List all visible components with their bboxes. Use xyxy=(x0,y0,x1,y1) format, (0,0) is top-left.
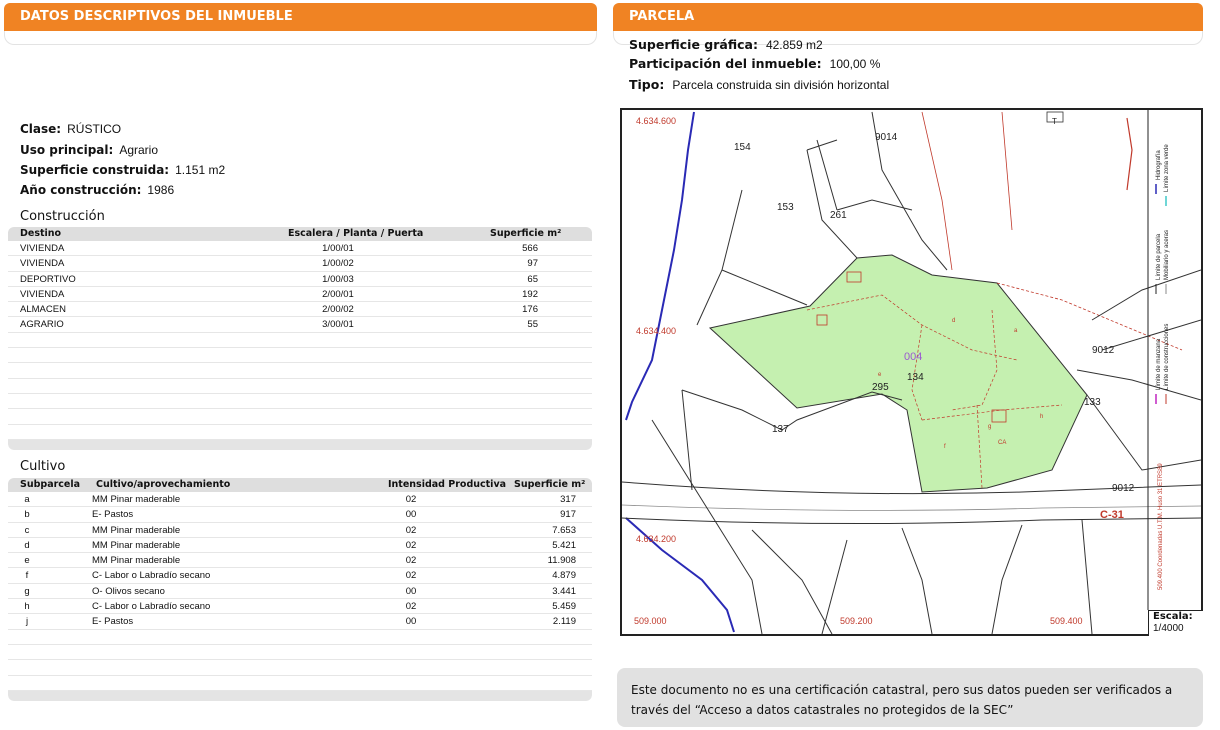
legend-hidrografia: Hidrografía xyxy=(1156,150,1162,180)
sub-a: a xyxy=(1014,328,1018,334)
legend-zona-verde: Límite zona verde xyxy=(1164,144,1170,192)
parcel-area xyxy=(710,255,1087,492)
clase-field: Clase: RÚSTICO xyxy=(20,122,122,136)
scale-label: Escala: xyxy=(1153,611,1193,622)
label-9012-a: 9012 xyxy=(1092,345,1115,356)
table-row: VIVIENDA 2/00/01 192 xyxy=(8,287,592,302)
table-header: Destino Escalera / Planta / Puerta Superficie m² xyxy=(8,227,592,241)
coord-x-000: 509.000 xyxy=(634,616,667,626)
table-row xyxy=(8,348,592,363)
header-divider xyxy=(4,31,597,45)
table-row: DEPORTIVO 1/00/03 65 xyxy=(8,272,592,287)
label-133: 133 xyxy=(1084,397,1101,408)
table-row xyxy=(8,333,592,348)
table-row xyxy=(8,409,592,424)
label-154: 154 xyxy=(734,142,751,153)
label-261: 261 xyxy=(830,210,847,221)
table-row: b E- Pastos 00 917 xyxy=(8,507,592,522)
sub-d: d xyxy=(952,318,956,324)
scale-value: 1/4000 xyxy=(1153,623,1184,634)
table-row xyxy=(8,363,592,378)
table-row xyxy=(8,676,592,691)
label-134: 134 xyxy=(907,372,924,383)
table-row: d MM Pinar maderable 02 5.421 xyxy=(8,538,592,553)
cultivo-title: Cultivo xyxy=(20,459,66,474)
construccion-table xyxy=(8,227,592,450)
table-row: j E- Pastos 00 2.119 xyxy=(8,614,592,629)
table-row xyxy=(8,394,592,409)
note-line-2: través del “Acceso a datos catastrales no protegidos de la SEC” xyxy=(631,703,1014,717)
table-row xyxy=(8,630,592,645)
table-row: e MM Pinar maderable 02 11.908 xyxy=(8,553,592,568)
superficie-construida-field: Superficie construida: 1.151 m2 xyxy=(20,163,226,177)
label-004: 004 xyxy=(904,351,923,363)
table-row: h C- Labor o Labradío secano 02 5.459 xyxy=(8,599,592,614)
label-153: 153 xyxy=(777,202,794,213)
table-row: AGRARIO 3/00/01 55 xyxy=(8,317,592,332)
table-row: c MM Pinar maderable 02 7.653 xyxy=(8,523,592,538)
participacion-field: Participación del inmueble: 100,00 % xyxy=(629,56,881,71)
map-drawing xyxy=(622,110,1201,634)
coord-x-200: 509.200 xyxy=(840,616,873,626)
sub-h: h xyxy=(1040,414,1044,420)
legend-manzana: Límite de manzana xyxy=(1156,338,1162,390)
table-row: f C- Labor o Labradío secano 02 4.879 xyxy=(8,568,592,583)
coord-y-600: 4.634.600 xyxy=(636,116,677,126)
table-row: VIVIENDA 1/00/02 97 xyxy=(8,256,592,271)
label-295: 295 xyxy=(872,382,889,393)
cultivo-table xyxy=(8,478,592,701)
uso-principal-field: Uso principal: Agrario xyxy=(20,143,158,157)
scale-box xyxy=(1148,610,1203,636)
legend-parcela: Límite de parcela xyxy=(1156,233,1162,280)
table-row: a MM Pinar maderable 02 317 xyxy=(8,492,592,507)
parcela-header: PARCELA xyxy=(613,3,1203,31)
label-t: T xyxy=(1052,117,1057,126)
coord-x-400: 509.400 xyxy=(1050,616,1083,626)
construccion-title: Construcción xyxy=(20,209,105,224)
sub-g: g xyxy=(988,424,992,430)
cadastral-map xyxy=(620,108,1203,636)
table-row xyxy=(8,645,592,660)
anio-construccion-field: Año construcción: 1986 xyxy=(20,183,175,197)
table-row: ALMACEN 2/00/02 176 xyxy=(8,302,592,317)
tipo-field: Tipo: Parcela construida sin división horizontal xyxy=(629,77,890,92)
coord-y-200: 4.634.200 xyxy=(636,534,677,544)
label-9014: 9014 xyxy=(875,132,898,143)
disclaimer-note xyxy=(617,668,1203,727)
label-9012-b: 9012 xyxy=(1112,483,1135,494)
table-row: g O- Olivos secano 00 3.441 xyxy=(8,584,592,599)
table-row xyxy=(8,379,592,394)
sub-f: f xyxy=(944,444,946,450)
table-row xyxy=(8,660,592,675)
descriptive-data-header: DATOS DESCRIPTIVOS DEL INMUEBLE xyxy=(4,3,597,31)
legend-coordenadas: 509.400 Coordenadas U.T.M. Huso 31 ETRS89 xyxy=(1158,463,1164,590)
table-header: Subparcela Cultivo/aprovechamiento Intensidad Productiva Superficie m² xyxy=(8,478,592,492)
sub-e: e xyxy=(878,372,882,378)
table-row xyxy=(8,425,592,440)
coord-y-400: 4.634.400 xyxy=(636,326,677,336)
superficie-grafica-field: Superficie gráfica: 42.859 m2 xyxy=(629,37,823,52)
label-road: C-31 xyxy=(1100,509,1124,521)
note-line-1: Este documento no es una certificación catastral, pero sus datos pueden ser verificados a xyxy=(631,683,1173,697)
legend-construcciones: Límite de construcciones xyxy=(1164,323,1170,390)
river xyxy=(626,112,694,420)
sub-ca: CA xyxy=(998,440,1007,446)
table-row: VIVIENDA 1/00/01 566 xyxy=(8,241,592,256)
legend-mobiliario: Mobiliario y aceras xyxy=(1164,229,1170,280)
label-137: 137 xyxy=(772,424,789,435)
